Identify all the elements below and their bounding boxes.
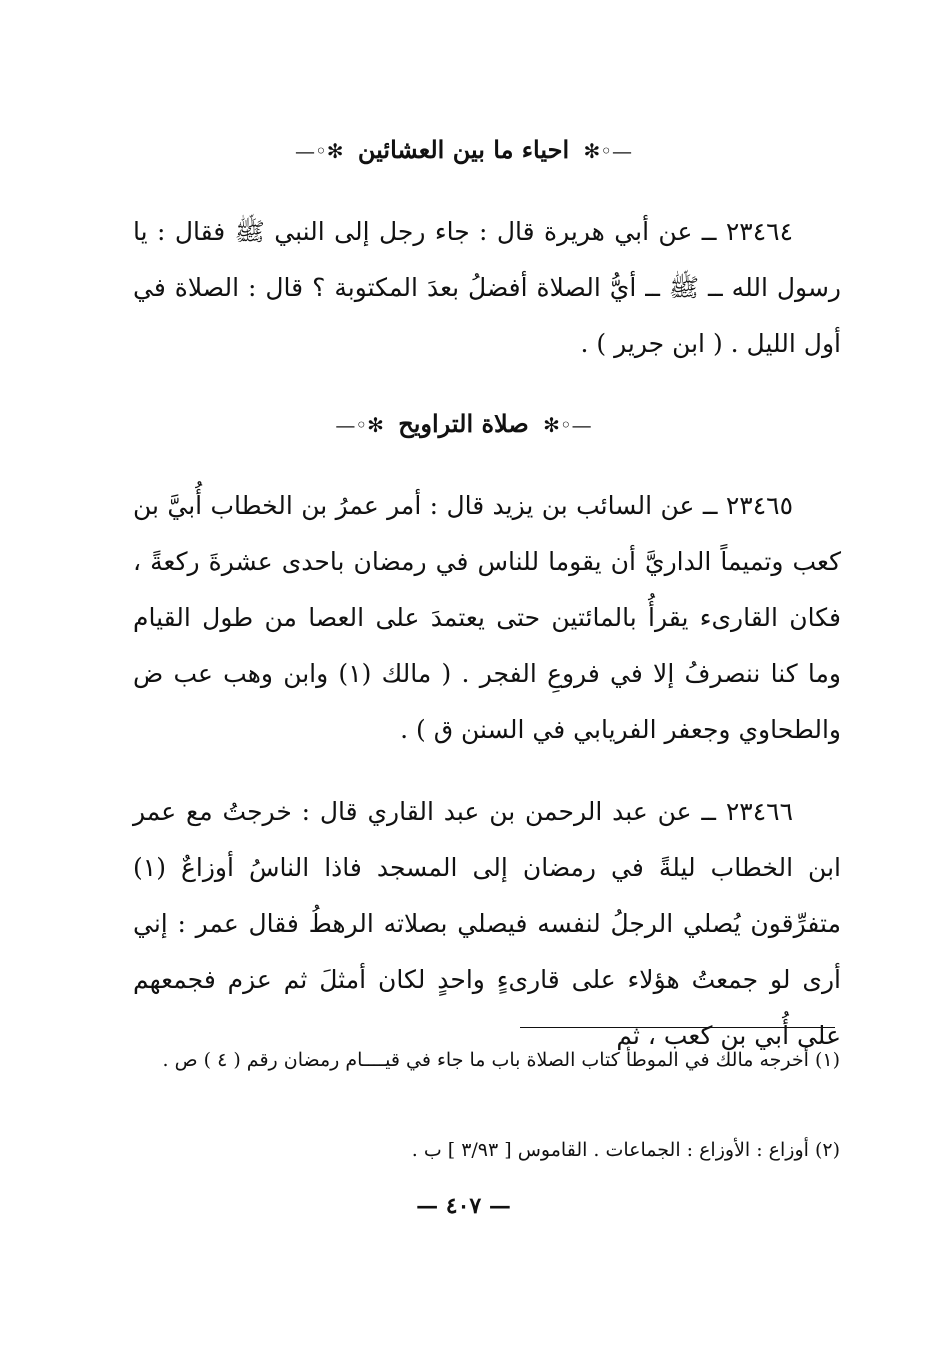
section-heading-text: احياء ما بين العشائين — [357, 135, 570, 164]
hadith-23465: ٢٣٤٦٥ ــ عن السائب بن يزيد قال : أمر عمرُ بن الخطاب أُبيَّ بن كعب وتميماً الداريَّ أن يقوما للناس في رمضان باحدى عشرةَ ركعةً ، فكان القارىء يقرأُ بالمائتين حتى يعتمدَ على العصا من طول القيام وما كنا ننصرفُ إلا في فروعِ الفجر . ( مالك (١) وابن وهب عب ض والطحاوي وجعفر الفريابي في السنن ق ) . — [133, 491, 841, 744]
ornament-left-icon: ✻◦— — [294, 139, 344, 163]
hadith-23466: ٢٣٤٦٦ ــ عن عبد الرحمن بن عبد القاري قال : خرجتُ مع عمر ابن الخطاب ليلةً في رمضان إلى المسجد فاذا الناسُ أوزاعٌ (١) متفرِّقون يُصلي الرجلُ لنفسه فيصلي بصلاته الرهطُ فقال عمر : إني أرى لو جمعتُ هؤلاء على قارىءٍ واحدٍ لكان أمثلَ ثم عزم فجمعهم على أُبي بن كعب ، ثم — [133, 797, 841, 1050]
footnote-1: (١) أخرجه مالك في الموطأ كتاب الصلاة باب ما جاء في قيــــام رمضان رقم ( ٤ ) ص . — [162, 1049, 840, 1071]
ornament-left-icon: ✻◦— — [335, 413, 384, 437]
footnote-2: (٢) أوزاع : الأوزاع : الجماعات . القاموس [ ٣/٩٣ ] ب . — [411, 1139, 840, 1161]
page-number: — ٤٠٧ — — [416, 1193, 511, 1219]
section-heading-ihya — [150, 130, 777, 171]
ornament-right-icon: —◦✻ — [583, 139, 633, 163]
hadith-23464: ٢٣٤٦٤ ــ عن أبي هريرة قال : جاء رجل إلى النبي ﷺ فقال : يا رسول الله ــ ﷺ ــ أيُّ الصلاة أفضلُ بعدَ المكتوبة ؟ قال : الصلاة في أول الليل . ( ابن جرير ) . — [133, 217, 841, 358]
ornament-right-icon: —◦✻ — [543, 413, 592, 437]
section-heading-text: صلاة التراويح — [398, 409, 529, 438]
footnote-separator — [520, 1027, 835, 1028]
section-heading-tarawih — [150, 404, 777, 445]
